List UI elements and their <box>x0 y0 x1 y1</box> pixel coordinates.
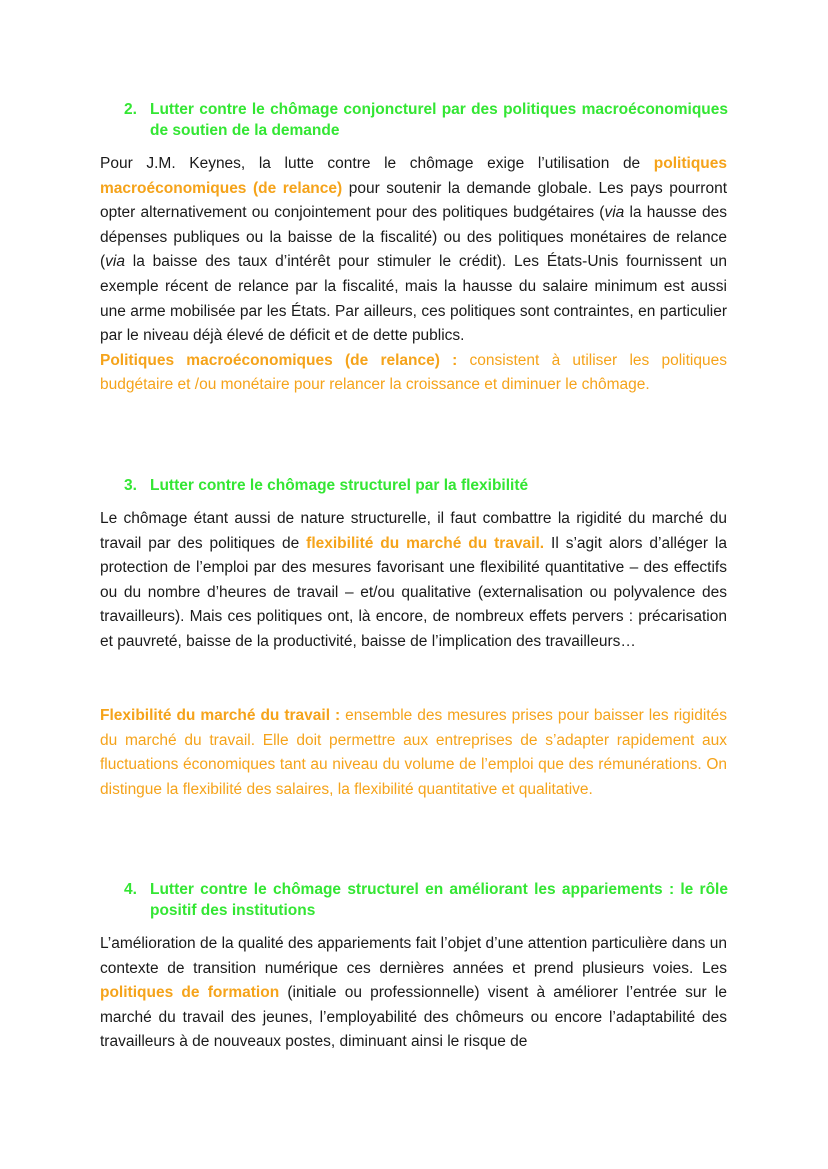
section-3-heading <box>124 475 728 496</box>
paragraph-text: Il s’agit alors d’alléger la protection de l’emploi par des mesures favorisant une flexibilité quantitative – des effectifs ou du nombre d’heures de travail – et/ou qualitative (externalisation ou polyvalence des travailleurs). Mais ces politiques ont, là encore, de nombreux effets pervers : précarisation et pauvreté, baisse de la productivité, baisse de l’implication des travailleurs… <box>100 534 727 650</box>
paragraph-text: pour soutenir la demande globale. Les pays pourront opter alternativement ou conjointement pour des politiques budgétaires ( <box>100 179 727 222</box>
section-2-title: Lutter contre le chômage conjoncturel par des politiques macroéconomiques de soutien de la demande <box>150 101 728 139</box>
section-2-number: 2. <box>124 101 137 118</box>
section-2-heading <box>124 99 728 141</box>
section-3-paragraph <box>100 507 727 655</box>
paragraph-text: L’amélioration de la qualité des appariements fait l’objet d’une attention particulière dans un contexte de transition numérique ces dernières années et prend plusieurs voies. Les <box>100 935 727 977</box>
section-3-title: Lutter contre le chômage structurel par la flexibilité <box>150 477 529 494</box>
paragraph-text: Le chômage étant aussi de nature structurelle, il faut combattre la rigidité du marché du travail par des politiques de <box>100 510 727 552</box>
section-4-title: Lutter contre le chômage structurel en améliorant les appariements : le rôle positif des institutions <box>150 881 728 919</box>
definition-text: consistent à utiliser les politiques budgétaire et /ou monétaire pour relancer la croissance et diminuer le chômage. <box>100 351 727 394</box>
italic-word: via <box>105 253 125 271</box>
italic-word: via <box>604 204 625 222</box>
section-4-paragraph <box>100 932 727 1055</box>
key-term: politiques de formation <box>100 984 280 1002</box>
paragraph-text: la baisse des taux d’intérêt pour stimuler le crédit). Les États-Unis fournissent un exemple récent de relance par la fiscalité, mais la hausse du salaire minimum est aussi une arme mobilisée par les États. Par ailleurs, ces politiques sont contraintes, en particulier par le niveau déjà élevé de déficit et de dette publics. <box>100 253 727 345</box>
paragraph-text: la hausse des dépenses publiques ou la baisse de la fiscalité) ou des politiques monétaires de relance ( <box>100 204 727 271</box>
section-4-heading <box>124 879 728 921</box>
definition-term: Flexibilité du marché du travail : <box>100 707 341 724</box>
section-3-number: 3. <box>124 477 137 494</box>
definition-2 <box>100 352 727 394</box>
definition-text: ensemble des mesures prises pour baisser les rigidités du marché du travail. Elle doit permettre aux entreprises de s’adapter rapidement aux fluctuations économiques tant au niveau du volume de l’emploi que des rémunérations. On distingue la flexibilité des salaires, la flexibilité quantitative et qualitative. <box>100 707 727 798</box>
section-2-paragraph <box>100 152 727 398</box>
key-term: politiques macroéconomiques (de relance) <box>100 155 727 197</box>
paragraph-text: (initiale ou professionnelle) visent à améliorer l’entrée sur le marché du travail des jeunes, l’employabilité des chômeurs ou encore l’adaptabilité des travailleurs à de nouveaux postes, diminuant ainsi le risque de <box>100 984 727 1051</box>
definition-3 <box>100 704 727 802</box>
paragraph-text: Pour J.M. Keynes, la lutte contre le chômage exige l’utilisation de <box>100 155 654 172</box>
section-4-number: 4. <box>124 881 137 898</box>
key-term: flexibilité du marché du travail. <box>306 534 545 552</box>
definition-term: Politiques macroéconomiques (de relance) : <box>100 351 458 369</box>
